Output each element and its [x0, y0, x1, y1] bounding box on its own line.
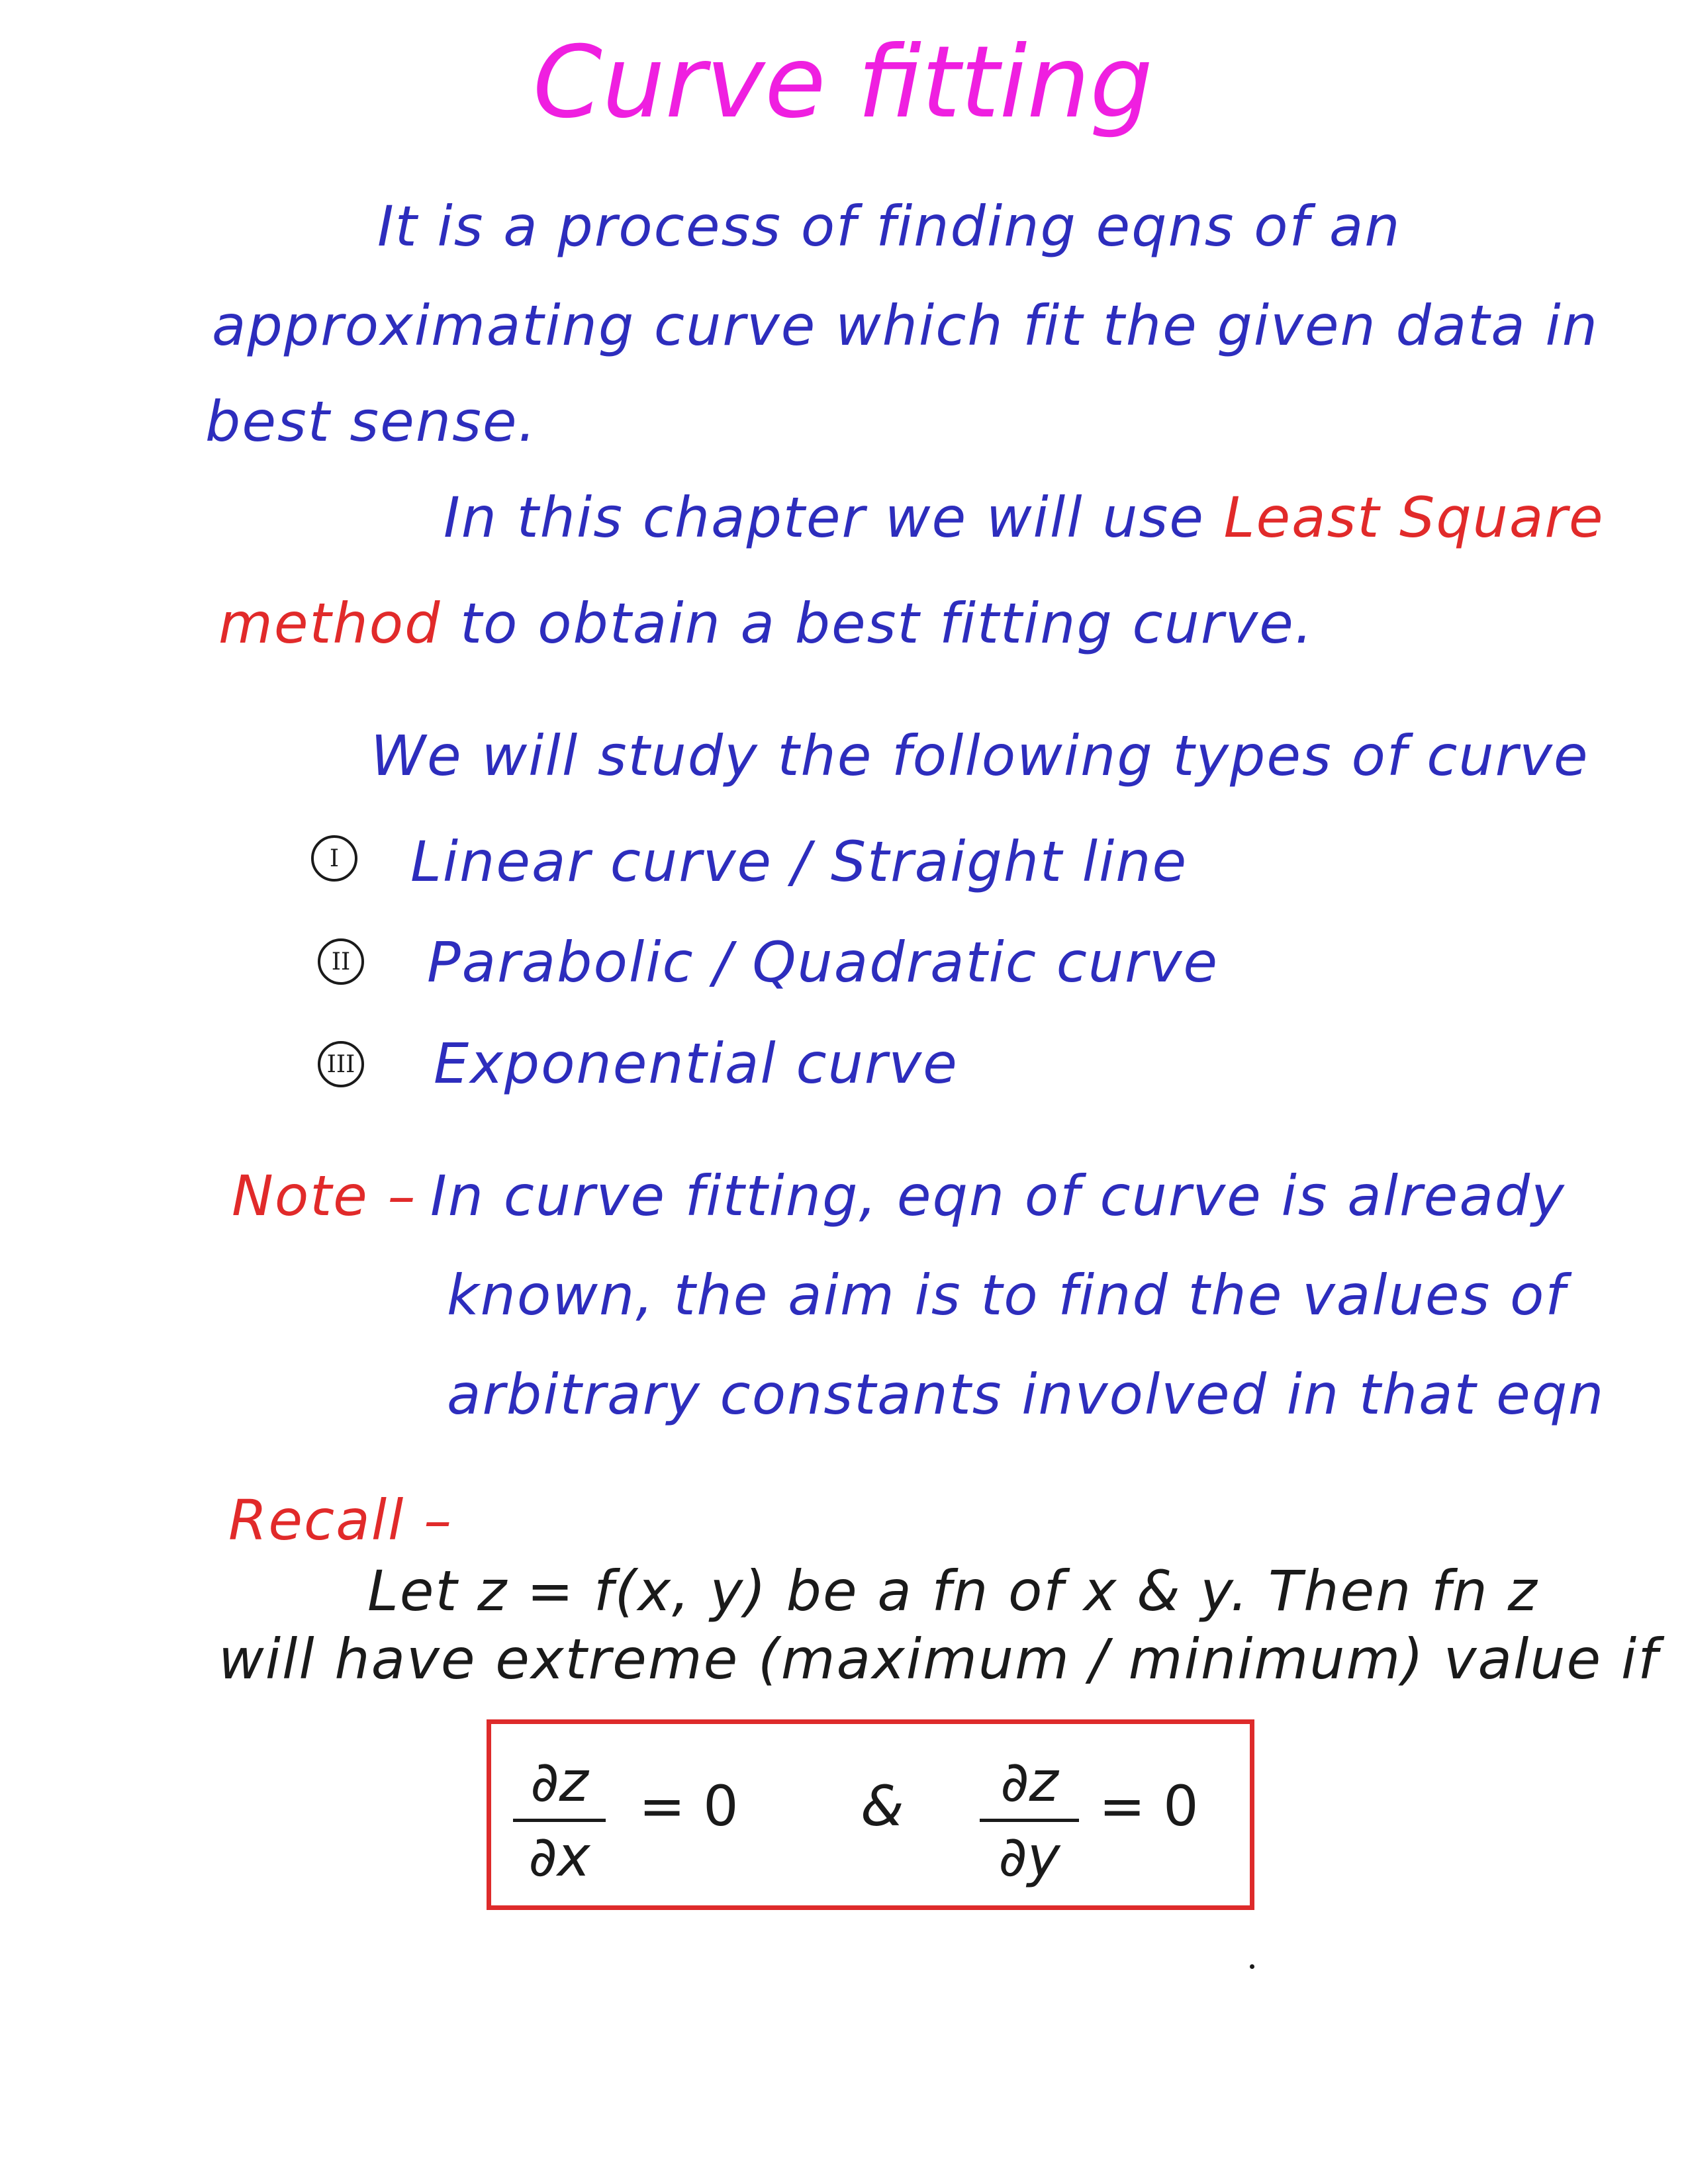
list-item-linear: Linear curve / Straight line	[410, 829, 1188, 894]
partial-z-y-fraction	[980, 1749, 1079, 1889]
note-line-3: arbitrary constants involved in that eqn	[447, 1362, 1605, 1427]
stray-dot	[1250, 1964, 1254, 1969]
list-item-parabolic: Parabolic / Quadratic curve	[427, 930, 1219, 995]
partial-z-x-fraction	[513, 1749, 606, 1889]
recall-label: Recall –	[228, 1488, 453, 1553]
list-marker-3: III	[318, 1041, 364, 1087]
list-marker-2: II	[318, 938, 364, 985]
list-marker-1: I	[311, 835, 357, 882]
partial-z-y-bar	[980, 1819, 1079, 1822]
least-square-highlight: Least Square	[1223, 485, 1605, 550]
partial-z-x-bar	[513, 1819, 606, 1822]
right-equals-zero: = 0	[1099, 1774, 1199, 1839]
page-title: Curve fitting	[533, 25, 1153, 140]
left-equals-zero: = 0	[639, 1774, 739, 1839]
chapter-line-2-text: to obtain a best fitting curve.	[441, 591, 1314, 656]
note-label: Note –	[232, 1163, 417, 1228]
partial-z-y-numerator: ∂z	[1000, 1749, 1058, 1814]
note-line-2: known, the aim is to find the values of	[447, 1263, 1566, 1328]
chapter-line-1-text: In this chapter we will use	[444, 485, 1224, 550]
list-item-exponential: Exponential curve	[434, 1031, 959, 1096]
and-sign: &	[861, 1774, 904, 1839]
partial-z-y-denominator: ∂y	[998, 1824, 1060, 1889]
intro-line-3: best sense.	[205, 389, 538, 454]
partial-z-x-denominator: ∂x	[528, 1824, 590, 1889]
recall-line-2: will have extreme (maximum / minimum) value if	[218, 1627, 1659, 1692]
note-line-1: In curve fitting, eqn of curve is already	[430, 1163, 1566, 1228]
types-heading: We will study the following types of curve	[371, 723, 1589, 788]
method-highlight: method	[218, 591, 442, 656]
intro-line-2: approximating curve which fit the given data in	[212, 293, 1599, 358]
chapter-line-1	[444, 485, 1605, 550]
recall-line-1: Let z = f(x, y) be a fn of x & y. Then fn z	[367, 1559, 1538, 1623]
chapter-line-2	[218, 591, 1314, 656]
intro-line-1: It is a process of finding eqns of an	[377, 194, 1401, 259]
partial-z-x-numerator: ∂z	[530, 1749, 588, 1814]
